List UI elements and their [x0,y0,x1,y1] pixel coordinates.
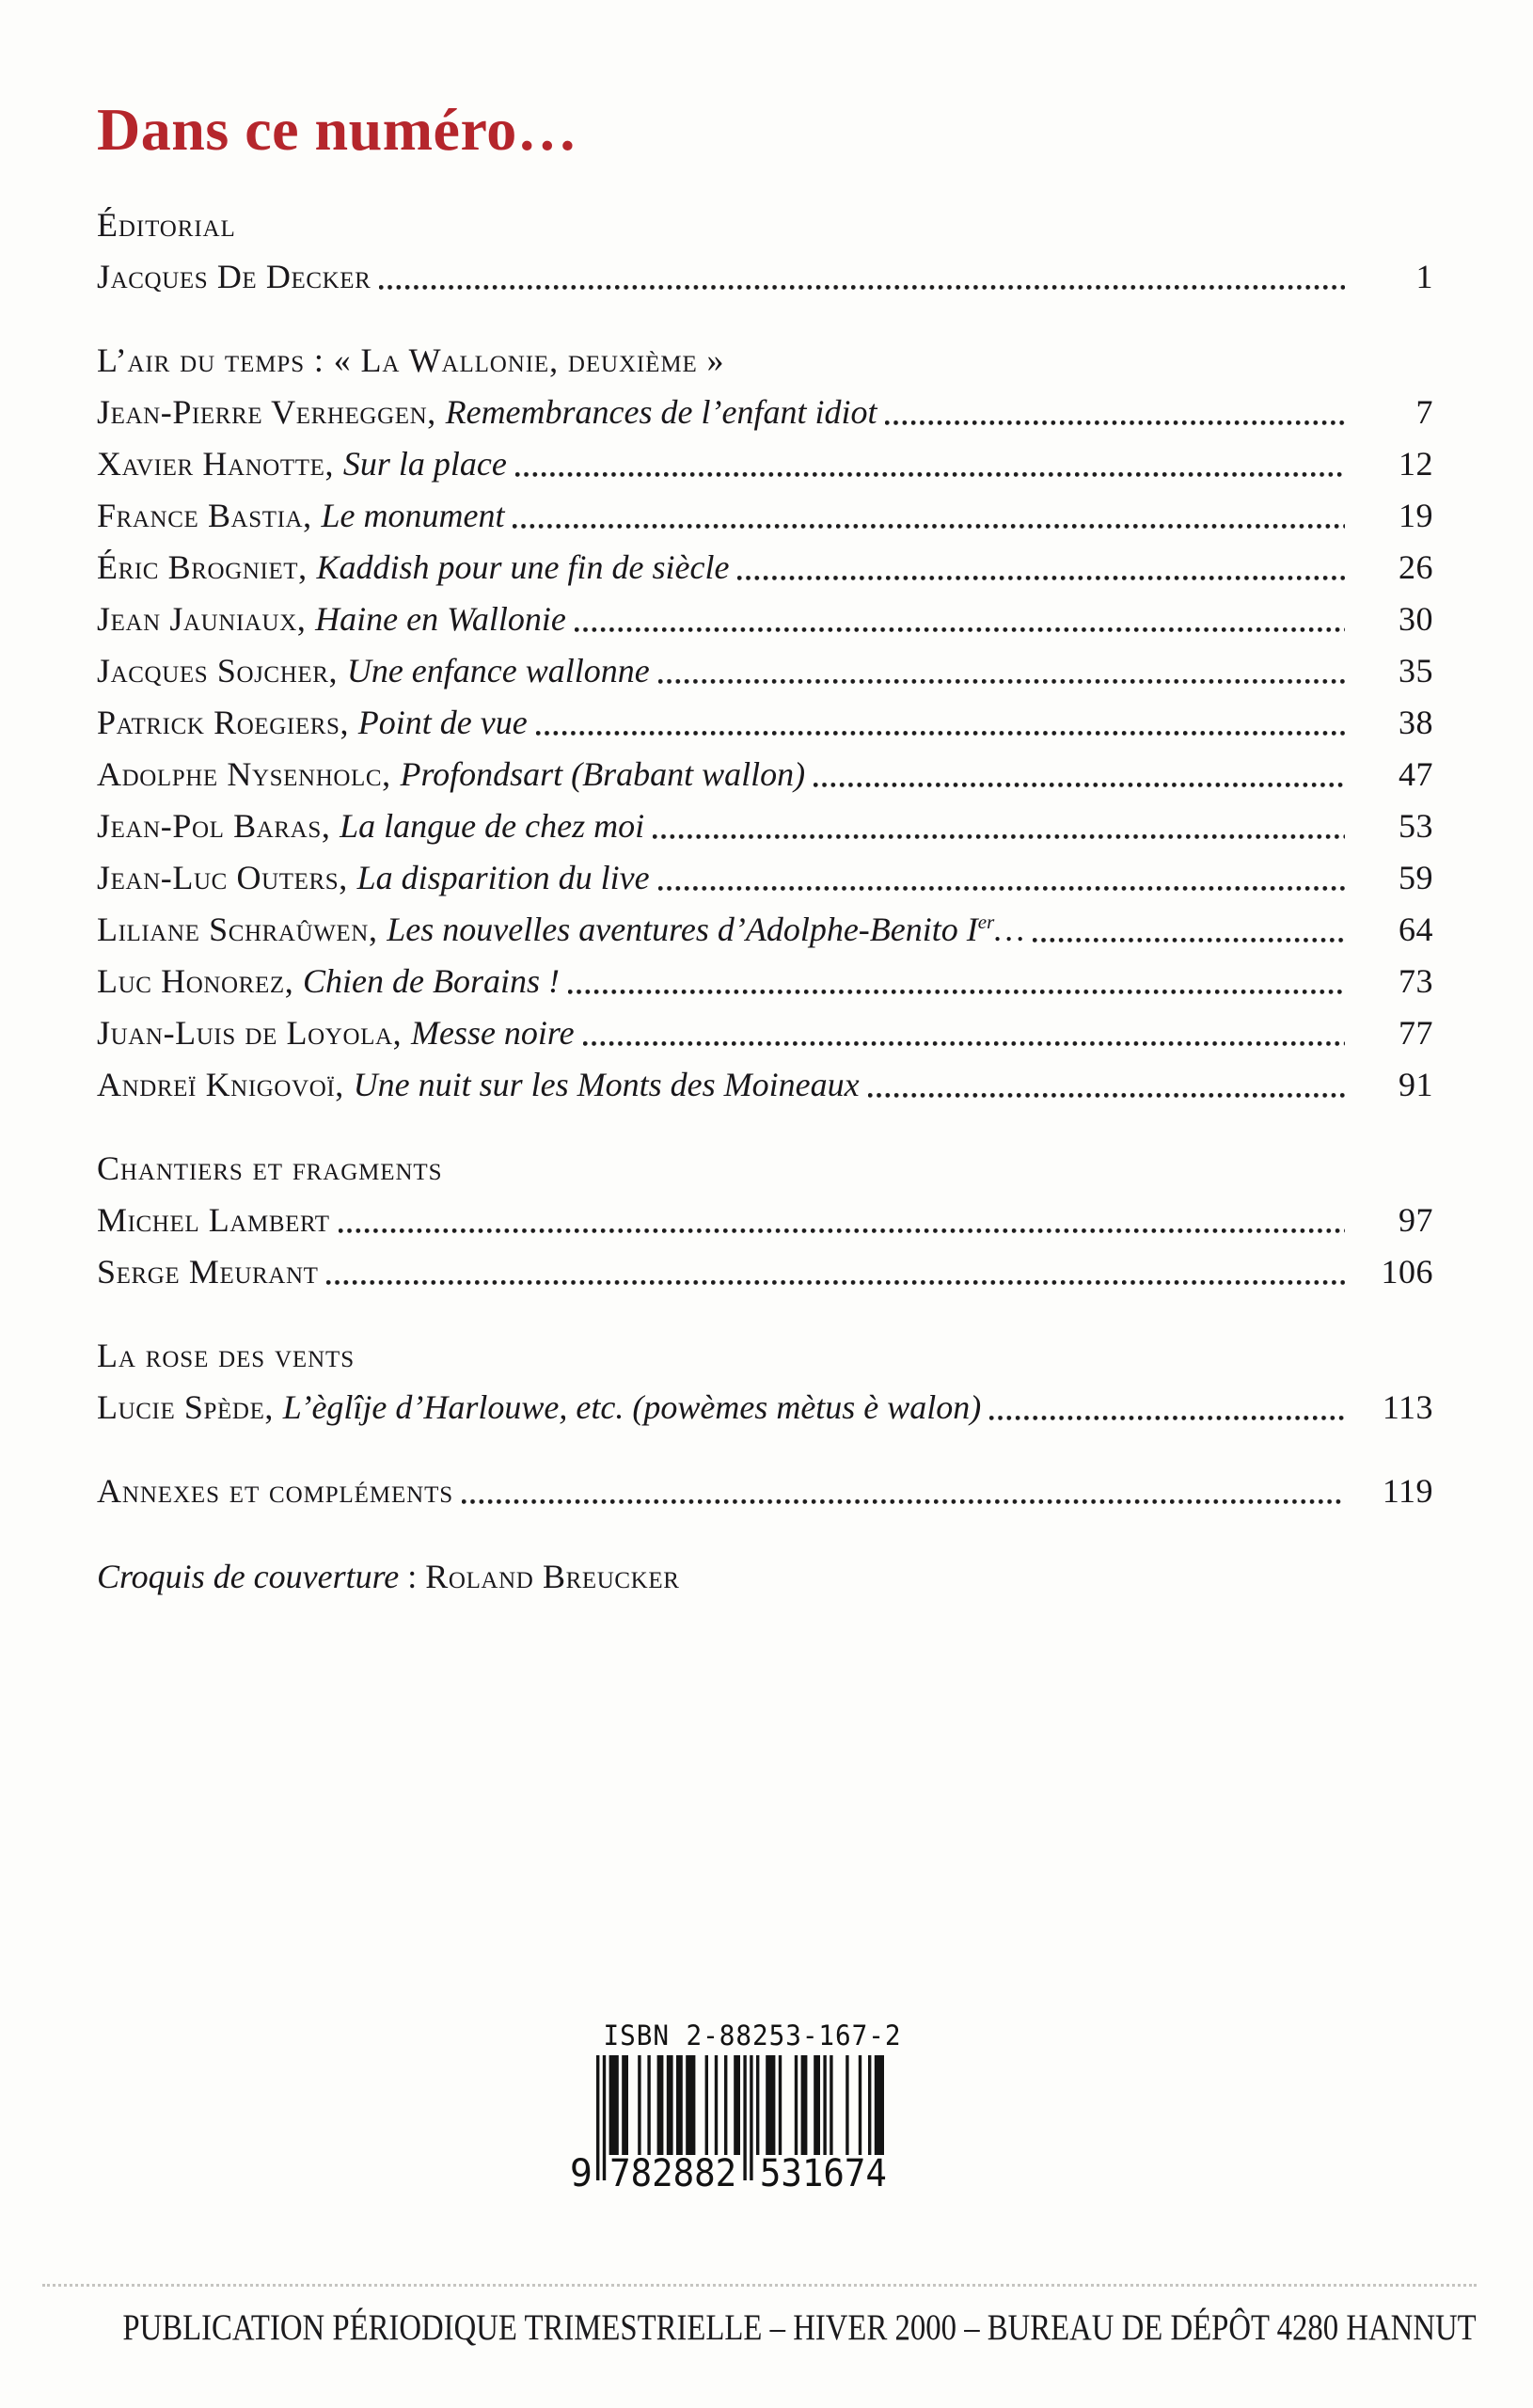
toc-section-rose-des-vents [97,1330,1433,1434]
entry-page: 113 [1382,1388,1433,1426]
section-header [97,199,1433,251]
entry-page: 47 [1399,755,1433,793]
entry-title: Une enfance wallonne [346,652,650,689]
entry-title: La disparition du live [356,859,650,896]
entry-page: 12 [1399,445,1433,483]
toc-entry [97,1007,1433,1059]
toc-entry [97,1195,1433,1246]
ean-digits-left-group: 782882 [609,2152,737,2195]
entry-page: 91 [1399,1066,1433,1103]
dot-leader [326,1280,1345,1285]
isbn-label: ISBN 2-88253-167-2 [603,2020,902,2052]
dot-leader [658,886,1345,891]
entry-author: Jacques Sojcher, [97,652,339,689]
entry-author: Jean Jauniaux, [97,600,307,638]
entry-title: Messe noire [410,1014,575,1052]
section-header [97,335,1433,387]
dot-leader [583,1041,1345,1046]
entry-title: Haine en Wallonie [315,600,566,638]
entry-page: 38 [1399,704,1433,741]
toc-entry [97,251,1433,303]
dot-leader [1033,938,1345,943]
section-header-label: Chantiers et fragments [97,1149,443,1187]
toc-section-editorial [97,199,1433,303]
entry-page: 106 [1381,1253,1433,1291]
entry-page: 97 [1399,1201,1433,1239]
entry-title: Une nuit sur les Monts des Moineaux [353,1066,860,1103]
entry-title: Profondsart (Brabant wallon) [400,755,806,793]
cover-credit-separator: : [399,1558,426,1595]
entry-title: Sur la place [342,445,507,483]
cover-credit [97,1551,1433,1603]
section-header [97,1330,1433,1382]
dot-leader [513,524,1345,529]
entry-author: Liliane Schraûwen, [97,911,378,948]
dot-leader [885,420,1345,425]
entry-author: France Bastia, [97,497,312,534]
entry-title: Kaddish pour une fin de siècle [316,548,730,586]
cover-credit-label: Croquis de couverture [97,1558,400,1595]
dot-leader [568,990,1345,994]
toc-entry [97,490,1433,542]
entry-title: Point de vue [357,704,528,741]
toc-entry [97,956,1433,1007]
toc-entry [97,594,1433,645]
toc-entry [97,697,1433,749]
dot-leader [653,834,1345,839]
entry-page: 53 [1399,807,1433,845]
entry-title: Le monument [321,497,505,534]
cover-credit-name: Roland Breucker [425,1558,680,1595]
section-header-with-page [97,1465,1433,1517]
entry-author: Luc Honorez, [97,962,294,1000]
entry-author: Lucie Spède, [97,1388,275,1426]
dot-leader [737,576,1345,580]
toc-section-annexes [97,1465,1433,1517]
crease-line [42,2284,1477,2287]
entry-author: Éric Brogniet, [97,548,308,586]
ean-digits-right-group: 531674 [759,2152,887,2195]
section-header-label: Annexes et compléments [97,1472,454,1510]
entry-page: 77 [1399,1014,1433,1052]
barcode-svg [564,2011,922,2199]
ean-digit-left: 9 [569,2152,593,2195]
entry-author: Jean-Pierre Verheggen, [97,393,436,431]
dot-leader [814,783,1345,787]
entry-page: 119 [1382,1472,1433,1510]
toc-entry [97,1059,1433,1111]
toc-entry [97,1382,1433,1434]
dot-leader [658,679,1345,684]
toc-entry [97,438,1433,490]
toc-section-chantiers [97,1143,1433,1298]
entry-title: L’èglîje d’Harlouwe, etc. (powèmes mètus è walon) [282,1388,982,1426]
toc-entry [97,749,1433,800]
dot-leader [575,627,1345,632]
dot-leader [379,285,1345,290]
dot-leader [462,1499,1345,1504]
entry-page: 1 [1415,258,1433,295]
entry-title-sup: er [977,911,995,933]
dot-leader [868,1093,1345,1098]
entry-title: Chien de Borains ! [303,962,560,1000]
entry-author: Serge Meurant [97,1253,319,1291]
entry-author: Jacques De Decker [97,258,371,295]
page-title: Dans ce numéro… [97,96,578,163]
toc-entry [97,542,1433,594]
section-header-label: La rose des vents [97,1337,356,1374]
section-header [97,1143,1433,1195]
entry-author: Xavier Hanotte, [97,445,335,483]
entry-author: Jean-Luc Outers, [97,859,348,896]
section-header-label: L’air du temps : « La Wallonie, deuxième » [97,341,725,379]
entry-title: Remembrances de l’enfant idiot [445,393,877,431]
dot-leader [536,731,1345,736]
entry-author: Jean-Pol Baras, [97,807,331,845]
entry-page: 26 [1399,548,1433,586]
entry-page: 73 [1399,962,1433,1000]
entry-page: 59 [1399,859,1433,896]
entry-page: 35 [1399,652,1433,689]
toc-entry [97,800,1433,852]
entry-author: Michel Lambert [97,1201,330,1239]
footer-imprint: PUBLICATION PÉRIODIQUE TRIMESTRIELLE – HIVER 2000 – BUREAU DE DÉPÔT 4280 HANNUT [122,2307,1477,2348]
toc-entry [97,1246,1433,1298]
entry-title-suffix: … [994,911,1025,948]
entry-author: Andreï Knigovoï, [97,1066,344,1103]
entry-page: 7 [1415,393,1433,431]
entry-title: Les nouvelles aventures d’Adolphe-Benito I [387,911,978,948]
toc-entry [97,387,1433,438]
entry-author: Juan-Luis de Loyola, [97,1014,403,1052]
dot-leader [989,1416,1345,1420]
dot-leader [515,472,1345,477]
entry-page: 30 [1399,600,1433,638]
section-header-label: Éditorial [97,206,236,244]
entry-title: La langue de chez moi [340,807,645,845]
entry-page: 64 [1399,911,1433,948]
entry-page: 19 [1399,497,1433,534]
entry-author: Patrick Roegiers, [97,704,350,741]
toc-section-air-du-temps [97,335,1433,1111]
toc-entry [97,904,1433,956]
toc-content [97,92,1433,1603]
isbn-barcode [564,2011,922,2199]
toc-entry [97,645,1433,697]
dot-leader [339,1228,1345,1233]
entry-author: Adolphe Nysenholc, [97,755,391,793]
toc-entry [97,852,1433,904]
